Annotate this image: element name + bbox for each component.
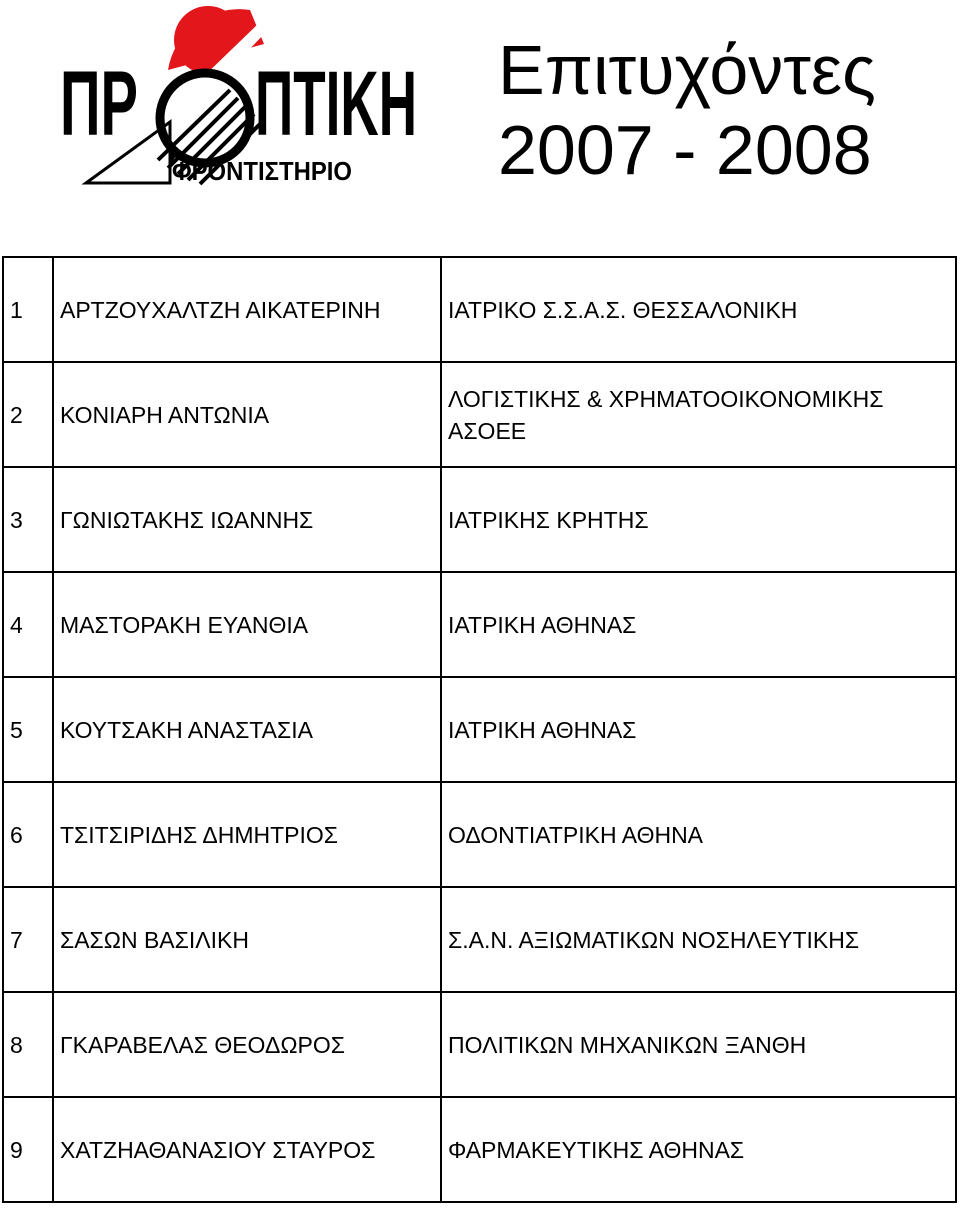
admitted-school: ΟΔΟΝΤΙΑΤΡΙΚΗ ΑΘΗΝΑ xyxy=(441,782,956,887)
admitted-school: ΛΟΓΙΣΤΙΚΗΣ & ΧΡΗΜΑΤΟΟΙΚΟΝΟΜΙΚΗΣ ΑΣΟΕΕ xyxy=(441,362,956,467)
title-line-1: Επιτυχόντες xyxy=(498,31,876,109)
row-number: 6 xyxy=(3,782,53,887)
student-name: ΚΟΝΙΑΡΗ ΑΝΤΩΝΙΑ xyxy=(53,362,441,467)
admitted-school: ΙΑΤΡΙΚΟ Σ.Σ.Α.Σ. ΘΕΣΣΑΛΟΝΙΚΗ xyxy=(441,257,956,362)
results-table-body xyxy=(3,257,956,1202)
admitted-school: ΠΟΛΙΤΙΚΩΝ ΜΗΧΑΝΙΚΩΝ ΞΑΝΘΗ xyxy=(441,992,956,1097)
admitted-school: ΙΑΤΡΙΚΗΣ ΚΡΗΤΗΣ xyxy=(441,467,956,572)
admitted-school: Σ.Α.Ν. ΑΞΙΩΜΑΤΙΚΩΝ ΝΟΣΗΛΕΥΤΙΚΗΣ xyxy=(441,887,956,992)
row-number: 4 xyxy=(3,572,53,677)
page-title xyxy=(498,30,938,190)
row-number: 5 xyxy=(3,677,53,782)
student-name: ΜΑΣΤΟΡΑΚΗ ΕΥΑΝΘΙΑ xyxy=(53,572,441,677)
row-number: 9 xyxy=(3,1097,53,1202)
row-number: 7 xyxy=(3,887,53,992)
table-row xyxy=(3,572,956,677)
student-name: ΚΟΥΤΣΑΚΗ ΑΝΑΣΤΑΣΙΑ xyxy=(53,677,441,782)
admitted-school: ΙΑΤΡΙΚΗ ΑΘΗΝΑΣ xyxy=(441,677,956,782)
student-name: ΓΚΑΡΑΒΕΛΑΣ ΘΕΟΔΩΡΟΣ xyxy=(53,992,441,1097)
admitted-school: ΦΑΡΜΑΚΕΥΤΙΚΗΣ ΑΘΗΝΑΣ xyxy=(441,1097,956,1202)
row-number: 3 xyxy=(3,467,53,572)
table-row xyxy=(3,887,956,992)
admitted-school: ΙΑΤΡΙΚΗ ΑΘΗΝΑΣ xyxy=(441,572,956,677)
table-row xyxy=(3,992,956,1097)
student-name: ΧΑΤΖΗΑΘΑΝΑΣΙΟΥ ΣΤΑΥΡΟΣ xyxy=(53,1097,441,1202)
student-name: ΣΑΣΩΝ ΒΑΣΙΛΙΚΗ xyxy=(53,887,441,992)
logo-word-right: ΠΤΙΚΗ xyxy=(255,53,417,155)
table-row xyxy=(3,257,956,362)
table-row xyxy=(3,1097,956,1202)
table-row xyxy=(3,677,956,782)
row-number: 2 xyxy=(3,362,53,467)
brand-logo xyxy=(50,0,430,200)
student-name: ΤΣΙΤΣΙΡΙΔΗΣ ΔΗΜΗΤΡΙΟΣ xyxy=(53,782,441,887)
student-name: ΑΡΤΖΟΥΧΑΛΤΖΗ ΑΙΚΑΤΕΡΙΝΗ xyxy=(53,257,441,362)
logo-subtitle: ΦΡΟΝΤΙΣΤΗΡΙΟ xyxy=(172,156,352,186)
row-number: 1 xyxy=(3,257,53,362)
row-number: 8 xyxy=(3,992,53,1097)
student-name: ΓΩΝΙΩΤΑΚΗΣ ΙΩΑΝΝΗΣ xyxy=(53,467,441,572)
table-row xyxy=(3,467,956,572)
title-line-2: 2007 - 2008 xyxy=(498,111,872,189)
table-row xyxy=(3,782,956,887)
results-table xyxy=(2,256,957,1203)
logo-word-left: ΠΡ xyxy=(60,53,138,155)
table-row xyxy=(3,362,956,467)
